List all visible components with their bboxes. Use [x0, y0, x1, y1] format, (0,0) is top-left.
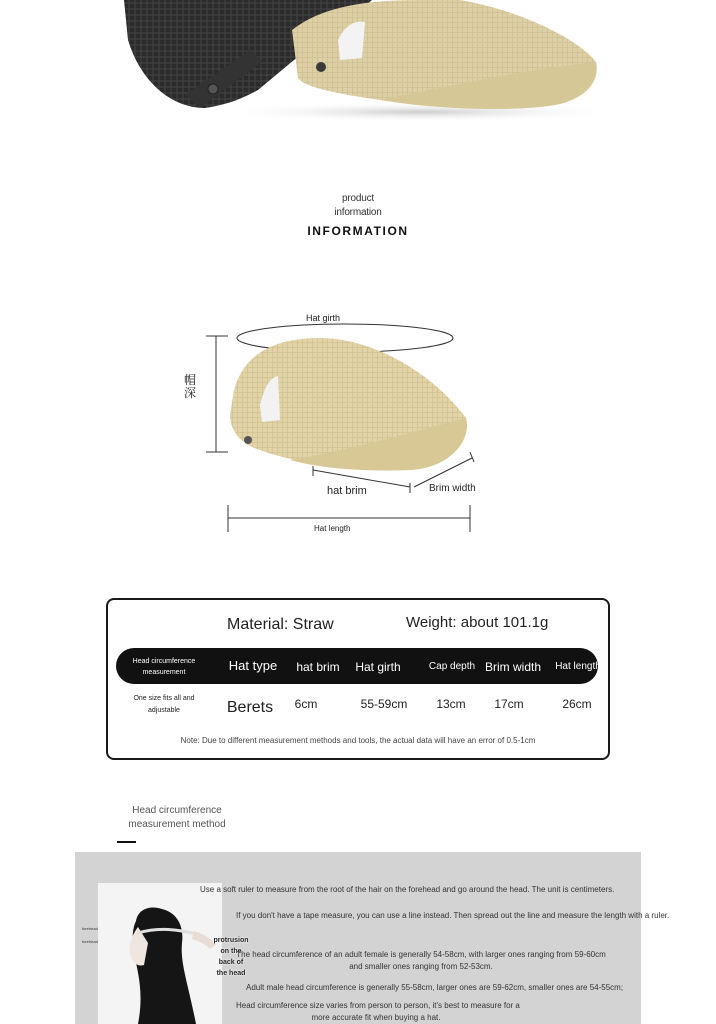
beige-cap-illustration [230, 338, 467, 471]
hero-product-photo [0, 0, 716, 130]
header-cap-depth: Cap depth [428, 661, 476, 672]
instruction-ruler: Use a soft ruler to measure from the root of the hair on the forehead and go around the head. The unit is centimeters. [200, 885, 615, 894]
female-circumference-line2: and smaller ones ranging from 52-53cm. [349, 962, 493, 971]
method-title-line2: measurement method [128, 819, 226, 830]
callout-line3: back of [218, 959, 244, 966]
header-hat-brim: hat brim [296, 660, 340, 674]
hat-measurement-diagram [170, 300, 500, 545]
material-label: Material: Straw [227, 616, 334, 633]
header-head-circumference: Head circumference measurement [132, 658, 196, 676]
value-hat-girth: 55-59cm [360, 697, 408, 711]
method-title [118, 804, 236, 832]
measurement-photo [98, 883, 222, 1024]
hair-shape [133, 908, 196, 1024]
value-cap-depth: 13cm [436, 697, 466, 711]
photo-label-forehead-2: forehead [82, 939, 98, 944]
callout-line2: on the [220, 948, 242, 955]
header-brim-width: Brim width [484, 660, 541, 674]
beige-straw-cap [292, 0, 597, 109]
female-circumference-line1: The head circumference of an adult female is generally 54-58cm, with larger ones ranging from 59-60cm [236, 950, 606, 959]
label-brim-width: Brim width [429, 483, 476, 494]
depth-bracket [206, 336, 228, 452]
heading-line-product: product [342, 193, 374, 204]
spec-note: Note: Due to different measurement methods and tools, the actual data will have an error of 0.5-1cm [180, 736, 536, 745]
method-title-line1: Head circumference [132, 805, 222, 816]
snap-button-icon [316, 62, 326, 72]
header-hat-type: Hat type [228, 658, 278, 673]
value-hat-type: Berets [226, 699, 274, 716]
label-hat-girth: Hat girth [306, 313, 341, 323]
heading-line-information: information [334, 207, 382, 218]
method-underline [117, 841, 136, 843]
weight-label: Weight: about 101.1g [406, 614, 549, 631]
instruction-line: If you don't have a tape measure, you can use a line instead. Then spread out the line and measure the length with a ruler. [236, 911, 670, 920]
photo-label-forehead: forehead [82, 926, 98, 931]
value-hat-brim: 6cm [294, 697, 318, 711]
snap-button-icon [208, 84, 218, 94]
value-head-circumference: One size fits all and adjustable [133, 695, 195, 714]
value-hat-length: 26cm [562, 697, 592, 711]
label-hat-brim: hat brim [327, 485, 367, 497]
section-title: INFORMATION [307, 224, 409, 238]
varies-line1: Head circumference size varies from person to person, it's best to measure for a [236, 1001, 520, 1010]
header-hat-length: Hat length [555, 661, 601, 672]
header-hat-girth: Hat girth [355, 660, 401, 674]
callout-line4: the head [216, 970, 246, 977]
label-cap-depth: 帽深 [183, 373, 196, 400]
value-brim-width: 17cm [494, 697, 524, 711]
label-hat-length: Hat length [314, 524, 351, 533]
callout-line1: protrusion [213, 937, 249, 944]
varies-line2: more accurate fit when buying a hat. [311, 1013, 441, 1022]
male-circumference: Adult male head circumference is generally 55-58cm, larger ones are 59-62cm, smaller ones are 54-55cm; [246, 983, 624, 992]
